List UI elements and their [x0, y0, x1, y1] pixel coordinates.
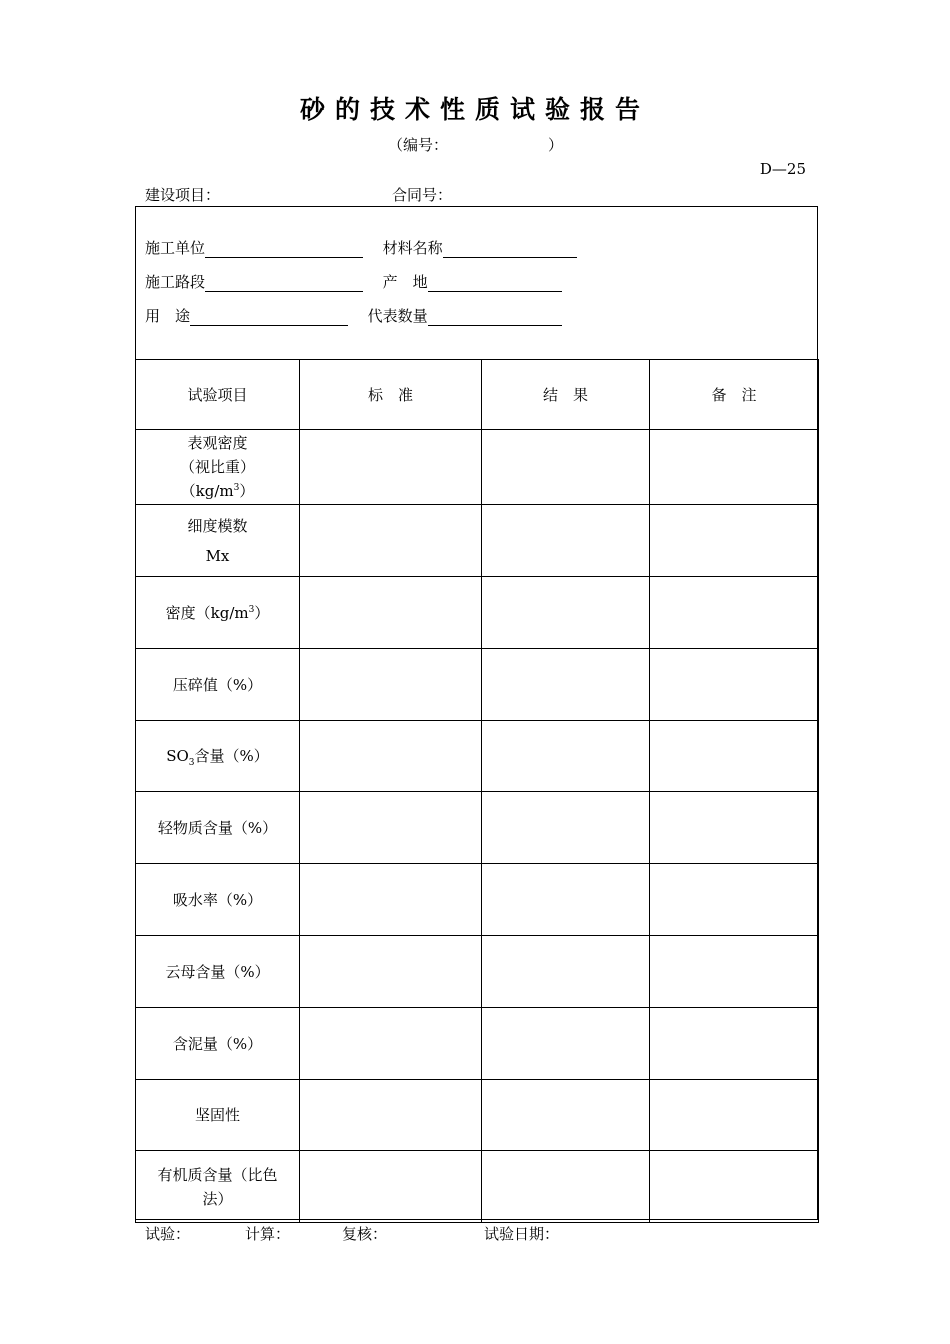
- construction-section-field[interactable]: [205, 275, 363, 292]
- table-row: [136, 577, 819, 649]
- result-cell[interactable]: [482, 1151, 650, 1223]
- remark-cell[interactable]: [650, 649, 819, 721]
- row-label-light-matter: 轻物质含量（%）: [136, 792, 300, 864]
- info-row-3: [145, 305, 562, 326]
- result-cell[interactable]: [482, 1008, 650, 1080]
- remark-cell[interactable]: [650, 936, 819, 1008]
- info-row-2: [145, 271, 562, 292]
- row-label-apparent-density: 表观密度 （视比重） $(kg/m^3)$: [136, 430, 300, 505]
- quantity-field[interactable]: [428, 309, 562, 326]
- table-row: [136, 864, 819, 936]
- origin-label: 产 地: [382, 273, 428, 291]
- result-cell[interactable]: [482, 505, 650, 577]
- report-number-close: ）: [548, 136, 564, 154]
- standard-cell[interactable]: [300, 864, 482, 936]
- material-name-field[interactable]: [443, 241, 577, 258]
- table-row: [136, 1008, 819, 1080]
- quantity-label: 代表数量: [367, 307, 428, 325]
- result-cell[interactable]: [482, 721, 650, 792]
- footer-review-label: 复核：: [342, 1225, 388, 1243]
- construction-unit-field[interactable]: [205, 241, 363, 258]
- material-name-label: 材料名称: [382, 239, 443, 257]
- remark-cell[interactable]: [650, 864, 819, 936]
- origin-field[interactable]: [428, 275, 562, 292]
- row-label-fineness-modulus: 细度模数 Mx: [136, 505, 300, 577]
- table-row: [136, 649, 819, 721]
- report-form: [135, 206, 818, 1220]
- table-row: [136, 721, 819, 792]
- row-label-so3-content: $SO_3$含量（%）: [136, 721, 300, 792]
- result-cell[interactable]: [482, 649, 650, 721]
- standard-cell[interactable]: [300, 430, 482, 505]
- row-label-organic-matter: 有机质含量（比色 法）: [136, 1151, 300, 1223]
- document-title: 砂的技术性质试验报告: [299, 95, 650, 124]
- construction-unit-label: 施工单位: [145, 239, 206, 257]
- table-row: [136, 505, 819, 577]
- result-cell[interactable]: [482, 936, 650, 1008]
- result-cell[interactable]: [482, 577, 650, 649]
- report-number: [388, 134, 564, 155]
- result-cell[interactable]: [482, 430, 650, 505]
- result-cell[interactable]: [482, 864, 650, 936]
- remark-cell[interactable]: [650, 505, 819, 577]
- footer-test-date-label: 试验日期：: [484, 1225, 560, 1243]
- row-label-mud-content: 含泥量（%）: [136, 1008, 300, 1080]
- remark-cell[interactable]: [650, 792, 819, 864]
- remark-cell[interactable]: [650, 1008, 819, 1080]
- standard-cell[interactable]: [300, 505, 482, 577]
- footer-calculation-label: 计算：: [245, 1225, 291, 1243]
- project-label: 建设项目：: [145, 186, 221, 204]
- use-label: 用 途: [145, 307, 191, 325]
- standard-cell[interactable]: [300, 1151, 482, 1223]
- construction-section-label: 施工路段: [145, 273, 206, 291]
- report-number-label: （编号：: [388, 136, 449, 154]
- remark-cell[interactable]: [650, 721, 819, 792]
- test-results-table: [135, 359, 819, 1223]
- header-test-item: 试验项目: [136, 360, 300, 430]
- row-label-mica-content: 云母含量（%）: [136, 936, 300, 1008]
- remark-cell[interactable]: [650, 1080, 819, 1151]
- table-row: [136, 1151, 819, 1223]
- info-row-1: [145, 237, 577, 258]
- standard-cell[interactable]: [300, 721, 482, 792]
- standard-cell[interactable]: [300, 577, 482, 649]
- footer-tester-label: 试验：: [145, 1225, 191, 1243]
- result-cell[interactable]: [482, 792, 650, 864]
- header-result: 结 果: [482, 360, 650, 430]
- row-label-density: 密度$(kg/m^3)$: [136, 577, 300, 649]
- header-standard: 标 准: [300, 360, 482, 430]
- result-cell[interactable]: [482, 1080, 650, 1151]
- row-label-crushing-value: 压碎值（%）: [136, 649, 300, 721]
- contract-label: 合同号：: [392, 186, 453, 204]
- standard-cell[interactable]: [300, 936, 482, 1008]
- use-field[interactable]: [190, 309, 348, 326]
- remark-cell[interactable]: [650, 577, 819, 649]
- table-row: [136, 1080, 819, 1151]
- row-label-water-absorption: 吸水率（%）: [136, 864, 300, 936]
- standard-cell[interactable]: [300, 649, 482, 721]
- remark-cell[interactable]: [650, 430, 819, 505]
- standard-cell[interactable]: [300, 1080, 482, 1151]
- standard-cell[interactable]: [300, 792, 482, 864]
- table-row: [136, 936, 819, 1008]
- row-label-soundness: 坚固性: [136, 1080, 300, 1151]
- standard-cell[interactable]: [300, 1008, 482, 1080]
- form-number: D—25: [759, 160, 806, 178]
- table-header-row: [136, 360, 819, 430]
- table-row: [136, 792, 819, 864]
- remark-cell[interactable]: [650, 1151, 819, 1223]
- table-row: [136, 430, 819, 505]
- header-remark: 备 注: [650, 360, 819, 430]
